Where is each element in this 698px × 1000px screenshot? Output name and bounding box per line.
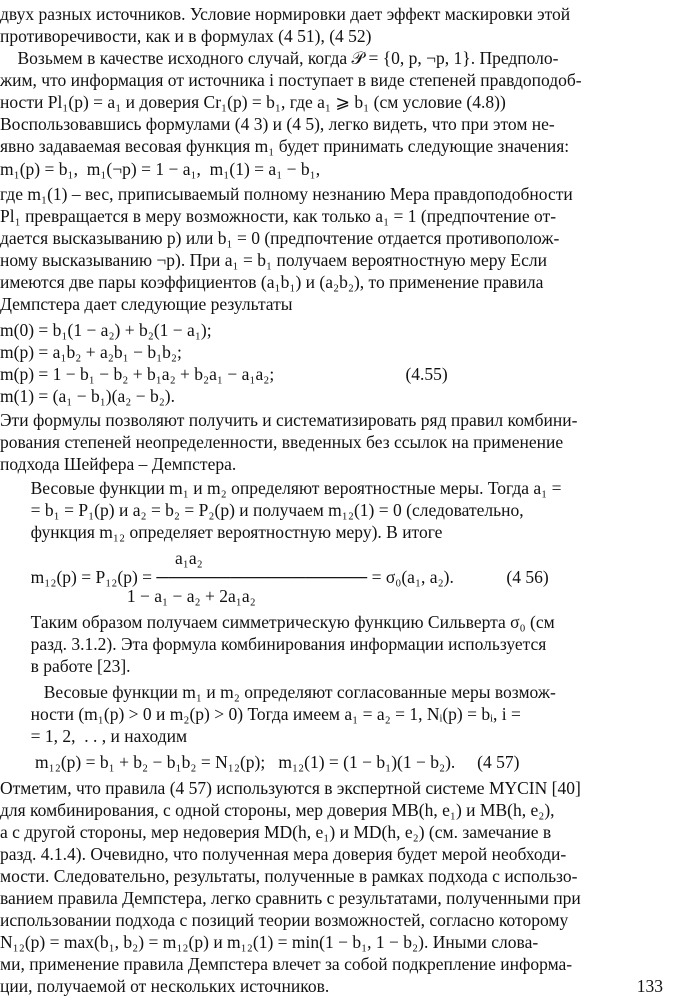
text-line: ванием правила Демпстера, легко сравнить с результатами, полученными при	[0, 888, 581, 908]
text-line: дается высказыванию p) или b₁ = 0 (предпочтение отдается противополож-	[0, 228, 560, 248]
text-line: Воспользовавшись формулами (4 3) и (4 5), легко видеть, что при этом не-	[0, 114, 555, 134]
text-line: ному высказыванию ¬p). При a₁ = b₁ получаем вероятностную меру Если	[0, 250, 547, 270]
page-number: 133	[636, 976, 663, 996]
text-line: где m₁(1) – вес, приписываемый полному незнанию Мера правдоподобности	[0, 184, 573, 204]
text-line: функция m₁₂ определяет вероятностную меру). В итоге	[0, 522, 443, 542]
text-line: в работе [23].	[0, 656, 131, 676]
text-line: рования степеней неопределенности, введенных без ссылок на применение	[0, 432, 564, 452]
text-line: ми, применение правила Демпстера влечет за собой подкрепление информа-	[0, 954, 573, 974]
text-line: жим, что информация от источника i поступает в виде степеней правдоподоб-	[0, 70, 582, 90]
text-line: Pl₁ превращается в меру возможности, как только a₁ = 1 (предпочтение от-	[0, 206, 557, 226]
text-line: двух разных источников. Условие нормировки дает эффект маскировки этой	[0, 4, 571, 24]
text-line: Таким образом получаем симметрическую функцию Сильверта σ₀ (см	[0, 612, 555, 632]
text-line: для комбинирования, с одной стороны, мер доверия MB(h, e₁) и MB(h, e₂),	[0, 800, 555, 820]
text-line: Демпстера дает следующие результаты	[0, 294, 293, 314]
formula-line: m₁(p) = b₁, m₁(¬p) = 1 − a₁, m₁(1) = a₁ − b₁,	[0, 159, 321, 179]
text-line: Весовые функции m₁ и m₂ определяют согласованные меры возмож-	[0, 682, 556, 702]
text-line: а с другой стороны, мер недоверия MD(h, e₁) и MD(h, e₂) (см. замечание в	[0, 822, 552, 842]
text-line: разд. 4.1.4). Очевидно, что полученная мера доверия будет мерой необходи-	[0, 844, 567, 864]
text-line: = b₁ = P₁(p) и a₂ = b₂ = P₂(p) и получаем m₁₂(1) = 0 (следовательно,	[0, 500, 524, 520]
formula-line: m(0) = b₁(1 − a₂) + b₂(1 − a₁);	[0, 320, 212, 340]
text-line: ности Pl₁(p) = a₁ и доверия Cr₁(p) = b₁, где a₁ ⩾ b₁ (см условие (4.8))	[0, 92, 506, 112]
text-line: ности (m₁(p) > 0 и m₂(p) > 0) Тогда имеем a₁ = a₂ = 1, Nᵢ(p) = bᵢ, i =	[0, 704, 521, 724]
formula-line: m₁₂(p) = P₁₂(p) = ───────────────── = σ₀(a₁, a₂). (4 56)	[0, 567, 549, 587]
formula-line: m(p) = a₁b₂ + a₂b₁ − b₁b₂;	[0, 342, 182, 362]
formula-line: m(p) = 1 − b₁ − b₂ + b₁a₂ + b₂a₁ − a₁a₂; (4.55)	[0, 364, 448, 384]
text-line: Отметим, что правила (4 57) используются в экспертной системе MYCIN [40]	[0, 778, 581, 798]
formula-line: m₁₂(p) = b₁ + b₂ − b₁b₂ = N₁₂(p); m₁₂(1) = (1 − b₁)(1 − b₂). (4 57)	[0, 752, 520, 772]
formula-line: a₁a₂	[0, 548, 203, 568]
text-line: N₁₂(p) = max(b₁, b₂) = m₁₂(p) и m₁₂(1) = min(1 − b₁, 1 − b₂). Иными слова-	[0, 932, 539, 952]
text-line: Эти формулы позволяют получить и систематизировать ряд правил комбини-	[0, 410, 578, 430]
text-line: Возьмем в качестве исходного случай, когда 𝒫 = {0, p, ¬p, 1}. Предполо-	[0, 48, 559, 68]
text-line: Весовые функции m₁ и m₂ определяют вероятностные меры. Тогда a₁ =	[0, 478, 562, 498]
text-line: ции, получаемой от нескольких источников.	[0, 976, 330, 996]
text-line: использовании подхода с позиций теории возможностей, согласно которому	[0, 910, 569, 930]
text-line: = 1, 2, . . , и находим	[0, 726, 188, 746]
formula-line: 1 − a₁ − a₂ + 2a₁a₂	[0, 586, 256, 606]
text-line: разд. 3.1.2). Эта формула комбинирования информации используется	[0, 634, 547, 654]
text-line: мости. Следовательно, результаты, полученные в рамках подхода с использо-	[0, 866, 578, 886]
text-line: явно задаваемая весовая функция m₁ будет принимать следующие значения:	[0, 136, 570, 156]
text-line: противоречивости, как и в формулах (4 51), (4 52)	[0, 26, 372, 46]
text-line: подхода Шейфера – Демпстера.	[0, 454, 237, 474]
text-line: имеются две пары коэффициентов (a₁b₁) и (a₂b₂), то применение правила	[0, 272, 544, 292]
formula-line: m(1) = (a₁ − b₁)(a₂ − b₂).	[0, 386, 175, 406]
